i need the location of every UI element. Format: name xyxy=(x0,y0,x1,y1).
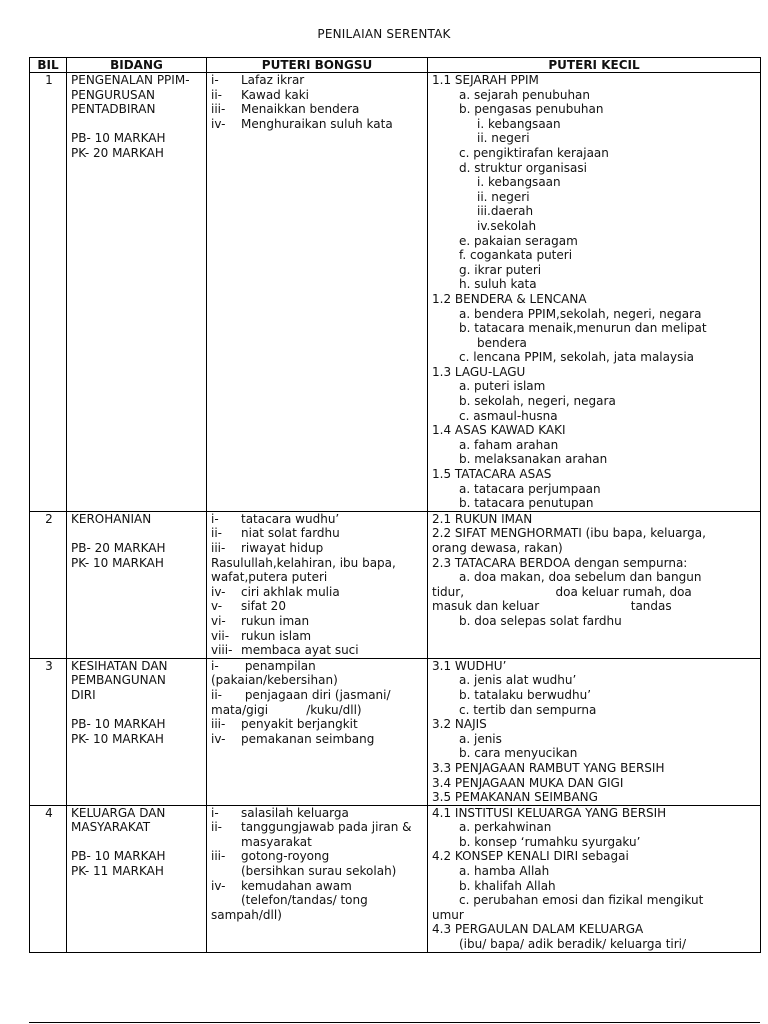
bongsu-item: iv- Menghuraikan suluh kata xyxy=(211,116,393,131)
bidang-line: KEROHANIAN xyxy=(71,511,152,526)
marks-pk: PK- 10 MARKAH xyxy=(71,731,164,746)
kecil-item: b. doa selepas solat fardhu xyxy=(459,613,622,628)
bidang-line: PENGURUSAN xyxy=(71,87,156,102)
kecil-heading: 2.3 TATACARA BERDOA dengan sempurna: xyxy=(432,555,688,570)
kecil-item: b. tatacara menaik,menurun dan melipat xyxy=(459,321,707,336)
bongsu-item: ii- Kawad kaki xyxy=(211,87,309,102)
kecil-heading: 3.2 NAJIS xyxy=(432,717,487,732)
marks-pk: PK- 10 MARKAH xyxy=(71,555,164,570)
puteri-bongsu-cell xyxy=(207,73,428,512)
bidang-cell xyxy=(67,73,207,512)
page-footer-rule xyxy=(29,1022,760,1023)
bongsu-item-continued: wafat,putera puteri xyxy=(211,570,328,585)
kecil-item: a. tatacara perjumpaan xyxy=(459,481,601,496)
kecil-item: (ibu/ bapa/ adik beradik/ keluarga tiri/ xyxy=(459,937,687,952)
kecil-heading: 1.1 SEJARAH PPIM xyxy=(432,73,539,87)
puteri-kecil-cell xyxy=(428,658,761,805)
row-number: 2 xyxy=(30,511,67,658)
puteri-kecil-cell xyxy=(428,73,761,512)
kecil-item: a. perkahwinan xyxy=(459,820,552,835)
bongsu-item: ii- tanggungjawab pada jiran & xyxy=(211,820,412,835)
kecil-item: c. perubahan emosi dan fizikal mengikut xyxy=(459,893,704,908)
puteri-bongsu-cell xyxy=(207,658,428,805)
marks-pb: PB- 10 MARKAH xyxy=(71,849,166,864)
kecil-item: d. struktur organisasi xyxy=(459,160,587,175)
bongsu-item-continued: Rasulullah,kelahiran, ibu bapa, xyxy=(211,555,396,570)
kecil-item-continued: masuk dan keluar tandas xyxy=(432,599,672,614)
bongsu-item: vi- rukun iman xyxy=(211,613,310,628)
bongsu-item: viii- membaca ayat suci xyxy=(211,643,359,658)
puteri-bongsu-cell xyxy=(207,511,428,658)
kecil-item: b. melaksanakan arahan xyxy=(459,452,608,467)
bongsu-item: iii- riwayat hidup xyxy=(211,541,324,555)
kecil-item-continued: umur xyxy=(432,907,464,922)
bongsu-item: i- salasilah keluarga xyxy=(211,805,349,820)
kecil-item: c. tertib dan sempurna xyxy=(459,702,597,717)
header-bil: BIL xyxy=(30,58,67,73)
bongsu-item: iii- Menaikkan bendera xyxy=(211,102,360,117)
bidang-line: MASYARAKAT xyxy=(71,820,151,835)
row-number: 3 xyxy=(30,658,67,805)
kecil-item: c. pengiktirafan kerajaan xyxy=(459,145,609,160)
kecil-item: a. hamba Allah xyxy=(459,864,550,879)
bidang-line: PEMBANGUNAN xyxy=(71,673,166,688)
kecil-item: a. faham arahan xyxy=(459,437,559,452)
bongsu-item-continued: sampah/dll) xyxy=(211,907,282,922)
kecil-heading: 4.2 KONSEP KENALI DIRI sebagai xyxy=(432,849,629,864)
kecil-heading: 3.1 WUDHU’ xyxy=(432,658,507,673)
marks-pb: PB- 10 MARKAH xyxy=(71,717,166,732)
bongsu-item: i- penampilan xyxy=(211,658,316,673)
kecil-heading: 1.4 ASAS KAWAD KAKI xyxy=(432,423,566,438)
bongsu-item: ii- penjagaan diri (jasmani/ xyxy=(211,687,391,702)
bongsu-item: iii- penyakit berjangkit xyxy=(211,717,358,732)
bongsu-item: i- Lafaz ikrar xyxy=(211,73,305,87)
kecil-heading: 2.1 RUKUN IMAN xyxy=(432,511,533,526)
kecil-item: a. jenis xyxy=(459,731,502,746)
kecil-heading: 1.3 LAGU-LAGU xyxy=(432,364,526,379)
kecil-heading: 1.5 TATACARA ASAS xyxy=(432,467,552,482)
kecil-item: c. lencana PPIM, sekolah, jata malaysia xyxy=(459,350,695,365)
bidang-line: DIRI xyxy=(71,687,96,702)
header-puteri-kecil: PUTERI KECIL xyxy=(428,58,761,73)
kecil-item: e. pakaian seragam xyxy=(459,233,578,248)
kecil-item: f. cogankata puteri xyxy=(459,248,573,263)
kecil-item: a. sejarah penubuhan xyxy=(459,87,591,102)
kecil-subitem: iii.daerah xyxy=(477,204,534,219)
kecil-heading: 2.2 SIFAT MENGHORMATI (ibu bapa, keluarga, xyxy=(432,526,706,541)
table-row xyxy=(30,805,761,952)
bongsu-item: ii- niat solat fardhu xyxy=(211,526,340,541)
kecil-item: a. jenis alat wudhu’ xyxy=(459,673,577,688)
kecil-item: c. asmaul-husna xyxy=(459,408,558,423)
header-puteri-bongsu: PUTERI BONGSU xyxy=(207,58,428,73)
bidang-cell xyxy=(67,658,207,805)
table-row xyxy=(30,658,761,805)
bongsu-item-continued: (telefon/tandas/ tong xyxy=(241,893,368,908)
bidang-cell xyxy=(67,805,207,952)
bongsu-item-continued: (bersihkan surau sekolah) xyxy=(241,864,397,879)
kecil-item-continued: tidur, doa keluar rumah, doa xyxy=(432,584,692,599)
kecil-item: b. sekolah, negeri, negara xyxy=(459,394,616,409)
kecil-item: b. tatacara penutupan xyxy=(459,496,594,511)
row-number: 4 xyxy=(30,805,67,952)
kecil-subitem: iv.sekolah xyxy=(477,218,537,233)
kecil-item-continued: bendera xyxy=(477,335,527,350)
bongsu-item-continued: masyarakat xyxy=(241,834,312,849)
marks-pk: PK- 20 MARKAH xyxy=(71,145,164,160)
puteri-bongsu-cell xyxy=(207,805,428,952)
kecil-item: b. konsep ‘rumahku syurgaku’ xyxy=(459,834,641,849)
assessment-table xyxy=(29,57,761,953)
kecil-item: b. pengasas penubuhan xyxy=(459,102,604,117)
bongsu-item-continued: (pakaian/kebersihan) xyxy=(211,673,338,688)
marks-pk: PK- 11 MARKAH xyxy=(71,864,164,879)
kecil-item: a. bendera PPIM,sekolah, negeri, negara xyxy=(459,306,702,321)
kecil-item: a. puteri islam xyxy=(459,379,546,394)
kecil-item: b. khalifah Allah xyxy=(459,878,556,893)
table-header-row xyxy=(30,58,761,73)
kecil-subitem: ii. negeri xyxy=(477,189,530,204)
puteri-kecil-cell xyxy=(428,805,761,952)
kecil-heading: 3.3 PENJAGAAN RAMBUT YANG BERSIH xyxy=(432,760,665,775)
bidang-line: KELUARGA DAN xyxy=(71,805,166,820)
marks-pb: PB- 20 MARKAH xyxy=(71,541,166,555)
document-title: PENILAIAN SERENTAK xyxy=(317,27,451,41)
table-row xyxy=(30,511,761,658)
bongsu-item-continued: mata/gigi /kuku/dll) xyxy=(211,702,362,717)
kecil-subitem: i. kebangsaan xyxy=(477,175,561,190)
bidang-line: KESIHATAN DAN xyxy=(71,658,168,673)
kecil-heading: 4.1 INSTITUSI KELUARGA YANG BERSIH xyxy=(432,805,667,820)
marks-pb: PB- 10 MARKAH xyxy=(71,131,166,146)
kecil-item: a. doa makan, doa sebelum dan bangun xyxy=(459,570,702,585)
kecil-item: b. tatalaku berwudhu’ xyxy=(459,687,592,702)
kecil-heading: 3.5 PEMAKANAN SEIMBANG xyxy=(432,790,598,805)
bidang-line: PENGENALAN PPIM- xyxy=(71,73,190,87)
kecil-heading: 4.3 PERGAULAN DALAM KELUARGA xyxy=(432,922,644,937)
bidang-line: PENTADBIRAN xyxy=(71,102,156,117)
kecil-item: b. cara menyucikan xyxy=(459,746,578,761)
bongsu-item: vii- rukun islam xyxy=(211,628,312,643)
kecil-heading-continued: orang dewasa, rakan) xyxy=(432,541,563,555)
kecil-subitem: ii. negeri xyxy=(477,131,530,146)
row-number: 1 xyxy=(30,73,67,512)
kecil-item: h. suluh kata xyxy=(459,277,537,292)
bongsu-item: iii- gotong-royong xyxy=(211,849,330,864)
kecil-heading: 3.4 PENJAGAAN MUKA DAN GIGI xyxy=(432,775,624,790)
kecil-subitem: i. kebangsaan xyxy=(477,116,561,131)
header-bidang: BIDANG xyxy=(67,58,207,73)
bongsu-item: iv- pemakanan seimbang xyxy=(211,731,375,746)
table-row xyxy=(30,73,761,512)
bongsu-item: iv- kemudahan awam xyxy=(211,878,352,893)
bongsu-item: i- tatacara wudhu’ xyxy=(211,511,340,526)
kecil-heading: 1.2 BENDERA & LENCANA xyxy=(432,291,587,306)
bongsu-item: iv- ciri akhlak mulia xyxy=(211,584,340,599)
puteri-kecil-cell xyxy=(428,511,761,658)
kecil-item: g. ikrar puteri xyxy=(459,262,542,277)
bongsu-item: v- sifat 20 xyxy=(211,599,286,614)
bidang-cell xyxy=(67,511,207,658)
